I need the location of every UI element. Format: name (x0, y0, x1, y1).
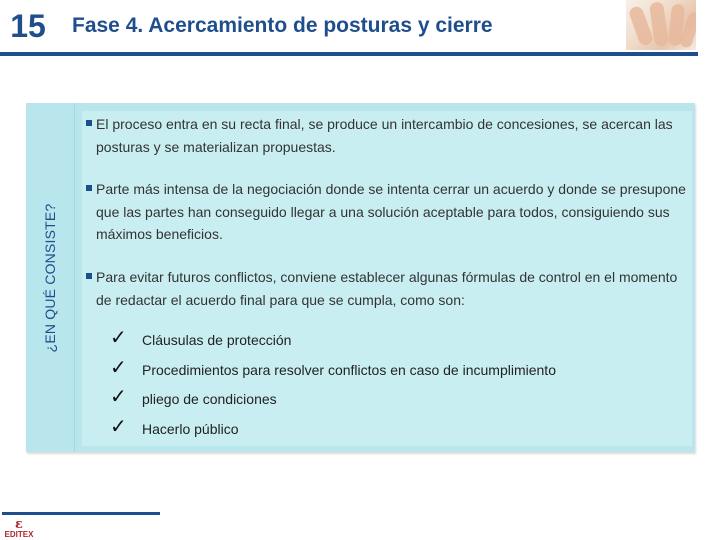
content-panel (26, 103, 695, 452)
bullet-item: El proceso entra en su recta final, se produce un intercambio de concesiones, se acercan las posturas y se materializan propuestas. (86, 113, 686, 158)
checklist-item: ✓ Procedimientos para resolver conflictos en caso de incumplimiento (110, 357, 556, 379)
bullet-item: Parte más intensa de la negociación donde se intenta cerrar un acuerdo y donde se presupone que las partes han conseguido llegar a una solución aceptable para todos, consiguiendo sus máximos beneficios. (86, 178, 686, 246)
hands-photo (626, 0, 696, 50)
square-bullet-icon (86, 185, 92, 191)
checklist-item: ✓ pliego de condiciones (110, 386, 277, 408)
square-bullet-icon (86, 273, 92, 279)
footer-divider (2, 512, 160, 515)
checkmark-icon: ✓ (110, 357, 127, 379)
bullet-item: Para evitar futuros conflictos, conviene establecer algunas fórmulas de control en el momento de redactar el acuerdo final para que se cumpla, como son: (86, 266, 686, 311)
square-bullet-icon (86, 120, 92, 126)
checklist-item: ✓ Hacerlo público (110, 416, 239, 438)
editex-logo-mark: ε (15, 517, 23, 532)
page-title: Fase 4. Acercamiento de posturas y cierre (72, 14, 493, 37)
side-strip (26, 103, 75, 452)
content-area (82, 111, 692, 446)
checklist-item: ✓ Cláusulas de protección (110, 327, 292, 349)
slide-number: 15 (0, 0, 56, 52)
side-label: ¿EN QUÉ CONSISTE? (42, 203, 58, 353)
editex-logo-text: EDITEX (4, 530, 34, 539)
editex-logo (4, 519, 34, 539)
checkmark-icon: ✓ (110, 327, 127, 349)
checkmark-icon: ✓ (110, 386, 127, 408)
checkmark-icon: ✓ (110, 416, 127, 438)
header-divider (0, 52, 698, 56)
